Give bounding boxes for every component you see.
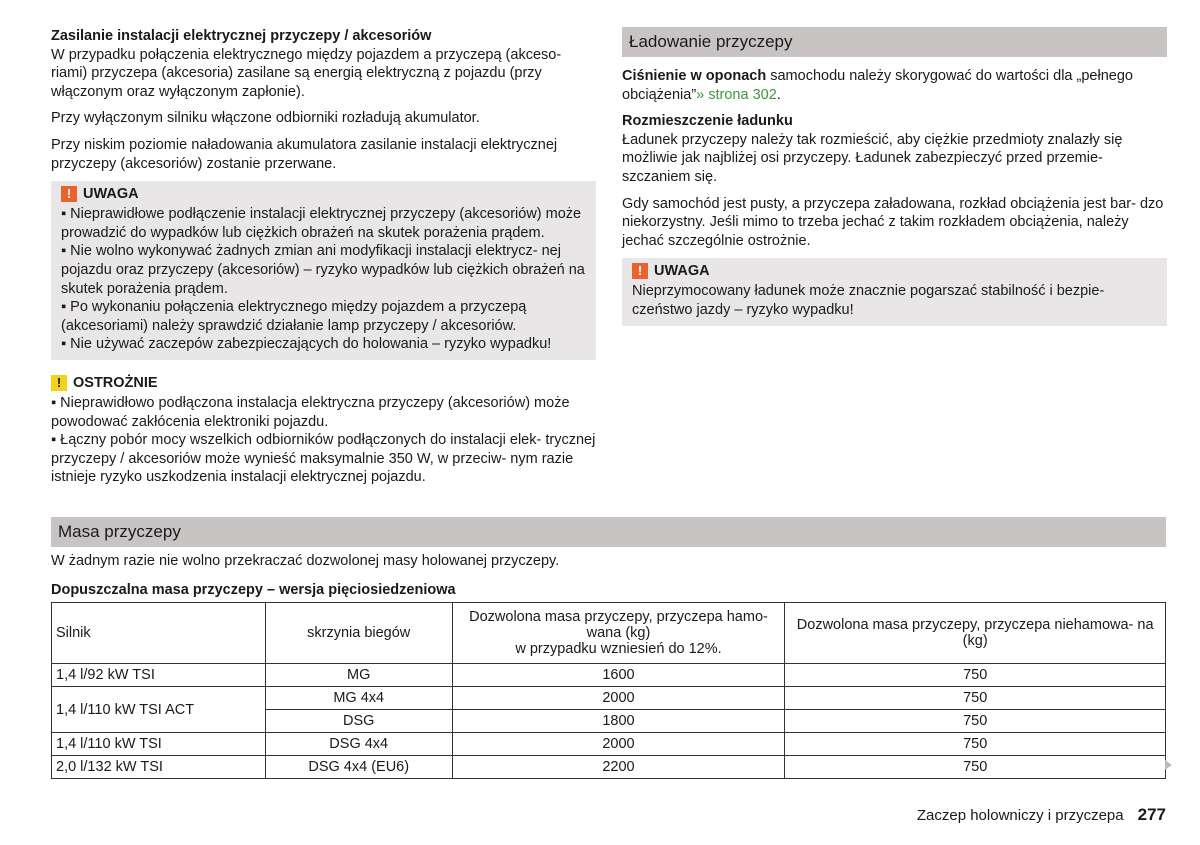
section-heading: Ładowanie przyczepy — [622, 27, 1167, 57]
table-row: 1,4 l/110 kW TSI DSG 4x4 2000 750 — [52, 733, 1166, 756]
paragraph: Gdy samochód jest pusty, a przyczepa załadowana, rozkład obciążenia jest bar- dzo niekorzystny. Jeśli mimo to trzeba jechać z takim rozkładem obciążenia, należy jechać szczególnie ostrożnie. — [622, 195, 1164, 249]
caution-icon: ! — [51, 375, 67, 391]
table-row: 1,4 l/92 kW TSI MG 1600 750 — [52, 664, 1166, 687]
page-footer — [917, 805, 1166, 825]
column-header: Dozwolona masa przyczepy, przyczepa hamo- wana (kg) w przypadku wzniesień do 12%. — [452, 603, 785, 664]
paragraph: Ciśnienie w oponach samochodu należy skorygować do wartości dla „pełnego obciążenia”» strona 302. — [622, 68, 1133, 103]
paragraph: W przypadku połączenia elektrycznego między pojazdem a przyczepą (akceso- riami) przyczepa (akcesoria) zasilane są energią elektryczną z pojazdu (przy włączonym oraz wyłączonym zapłonie). — [51, 46, 562, 100]
page-number: 277 — [1137, 805, 1166, 824]
list-item: ▪ Nie wolno wykonywać żadnych zmian ani modyfikacji instalacji elektrycz- nej pojazdu oraz przyczepy (akcesoriów) – ryzyko wypadków lub ciężkich obrażeń na skutek porażenia prądem. — [61, 243, 585, 297]
table-row: 2,0 l/132 kW TSI DSG 4x4 (EU6) 2200 750 — [52, 756, 1166, 779]
list-item: ▪ Po wykonaniu połączenia elektrycznego między pojazdem a przyczepą (akcesoriami) należy sprawdzić działanie lamp przyczepy / akcesoriów. — [61, 299, 527, 334]
paragraph: Ładunek przyczepy należy tak rozmieścić, aby ciężkie przedmioty znalazły się możliwie jak najbliżej osi przyczepy. Ładunek zabezpieczyć przed przemie- szczaniem się. — [622, 131, 1123, 185]
trailer-power-heading: Zasilanie instalacji elektrycznej przyczepy / akcesoriów — [51, 28, 432, 44]
left-column — [51, 27, 596, 487]
right-column — [622, 27, 1167, 336]
list-item: ▪ Nie używać zaczepów zabezpieczających do holowania – ryzyko wypadku! — [61, 336, 552, 353]
table-row: 1,4 l/110 kW TSI ACT MG 4x4 2000 750 — [52, 687, 1166, 710]
paragraph: W żadnym razie nie wolno przekraczać dozwolonej masy holowanej przyczepy. — [51, 553, 560, 569]
paragraph: Przy niskim poziomie naładowania akumulatora zasilanie instalacji elektrycznej przyczepy (akcesoriów) zostanie przerwane. — [51, 136, 558, 172]
continue-arrow-icon — [1165, 760, 1172, 770]
warning-text: Nieprzymocowany ładunek może znacznie pogarszać stabilność i bezpie- czeństwo jazdy – ryzyko wypadku! — [632, 283, 1105, 318]
table-caption: Dopuszczalna masa przyczepy – wersja pięciosiedzeniowa — [51, 582, 456, 598]
subheading: Rozmieszczenie ładunku — [622, 113, 793, 130]
trailer-mass-table — [51, 602, 1166, 779]
table-row: DSG 1800 750 — [52, 710, 1166, 733]
page-link[interactable]: » strona 302 — [696, 86, 777, 103]
caution-box — [51, 370, 596, 487]
table-header-row — [52, 603, 1166, 664]
warning-icon: ! — [632, 263, 648, 279]
caution-title: OSTROŻNIE — [73, 374, 158, 391]
list-item: ▪ Nieprawidłowe podłączenie instalacji elektrycznej przyczepy (akcesoriów) może prowadzić do wypadków lub ciężkich obrażeń na skutek porażenia prądem. — [61, 206, 582, 241]
chapter-title: Zaczep holowniczy i przyczepa — [916, 807, 1124, 824]
section-heading: Masa przyczepy — [51, 517, 1166, 547]
paragraph: Przy wyłączonym silniku włączone odbiorniki rozładują akumulator. — [51, 110, 480, 127]
list-item: ▪ Nieprawidłowo podłączona instalacja elektryczna przyczepy (akcesoriów) może powodować zakłócenia elektroniki pojazdu. — [51, 394, 570, 430]
column-header: skrzynia biegów — [265, 603, 452, 664]
warning-box — [51, 181, 596, 360]
warning-title: UWAGA — [654, 263, 710, 280]
list-item: ▪ Łączny pobór mocy wszelkich odbiorników podłączonych do instalacji elek- trycznej przyczepy / akcesoriów może wynieść maksymalnie 350 W, w przeciw- nym razie istnieje ryzyko uszkodzenia instalacji elektrycznej pojazdu. — [51, 432, 596, 486]
column-header: Silnik — [52, 603, 266, 664]
column-header: Dozwolona masa przyczepy, przyczepa niehamowa- na (kg) — [785, 603, 1166, 664]
warning-title: UWAGA — [83, 185, 139, 202]
warning-box — [622, 258, 1167, 325]
warning-icon: ! — [61, 186, 77, 202]
